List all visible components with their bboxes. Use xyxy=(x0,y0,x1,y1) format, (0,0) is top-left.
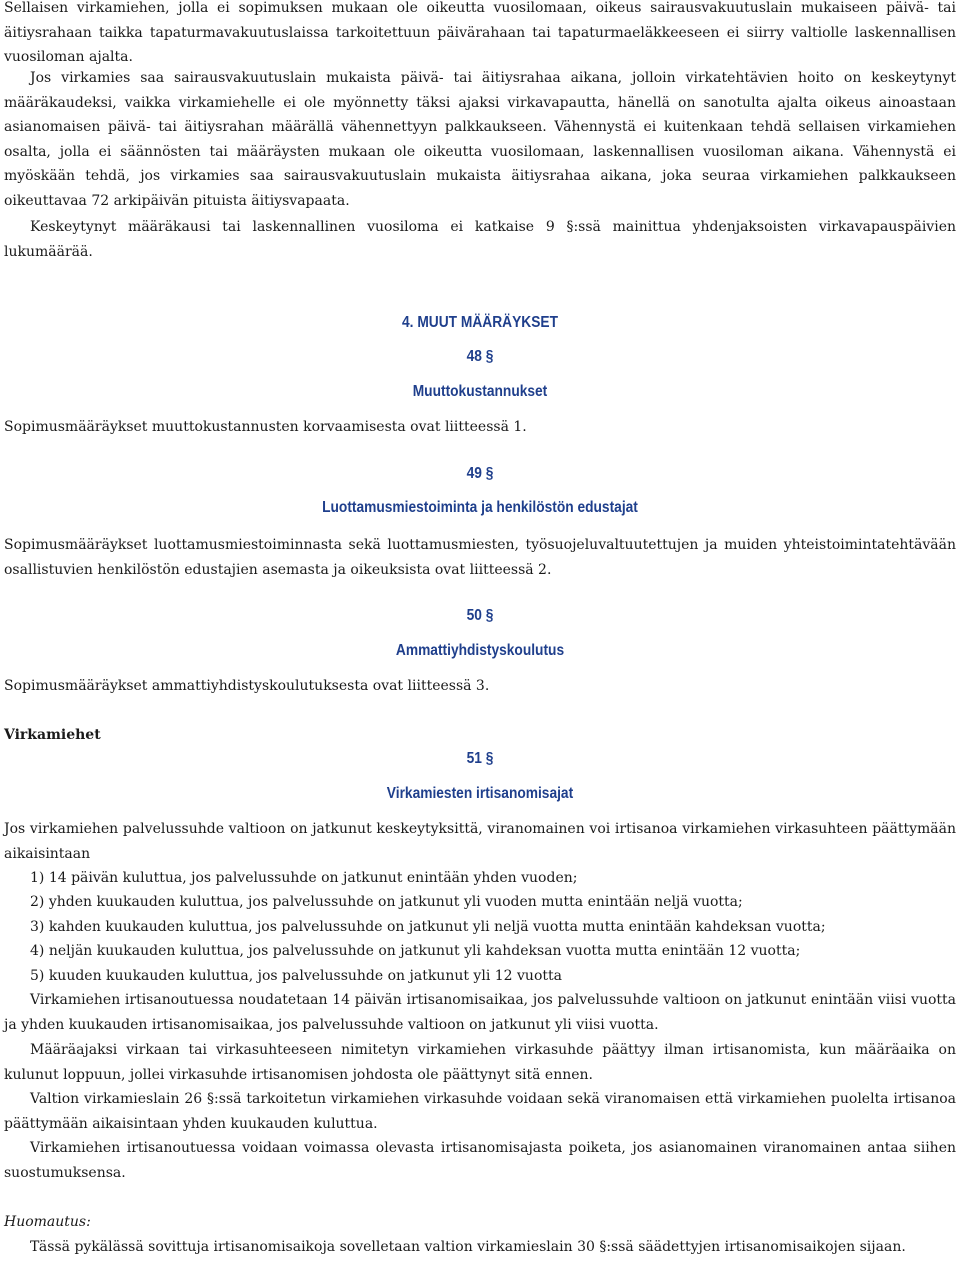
section-50-title: Ammattiyhdistyskoulutus xyxy=(395,642,565,659)
section-49-number: 49 § xyxy=(466,465,494,482)
section-49-title: Luottamusmiestoiminta ja henkilöstön edustajat xyxy=(322,499,638,516)
section-48-title: Muuttokustannukset xyxy=(412,383,548,400)
section-51-paragraph: Valtion virkamieslain 26 §:ssä tarkoitetun virkamiehen virkasuhde voidaan sekä viranomaisen että virkamiehen puolelta irtisanoa päättymään aikaisintaan yhden kuukauden kuluttua. xyxy=(4,1091,956,1132)
chapter-title: 4. MUUT MÄÄRÄYKSET xyxy=(402,314,558,331)
section-48-number: 48 § xyxy=(466,348,494,365)
intro-paragraph-3: Keskeytynyt määräkausi tai laskennallinen vuosiloma ei katkaise 9 §:ssä mainittua yhdenjaksoisten virkavapauspäivien lukumäärää. xyxy=(4,219,956,260)
intro-paragraph-1: Sellaisen virkamiehen, jolla ei sopimuksen mukaan ole oikeutta vuosilomaan, oikeus sairausvakuutuslain mukaiseen päivä- tai äitiysrahaan taikka tapaturmavakuutuslaissa tarkoitettuun päivärahaan tai tapaturmaeläkkeeseen ei siirry valtiolle laskennallisen vuosiloman ajalta. xyxy=(4,0,956,66)
group-heading: Virkamiehet xyxy=(4,727,101,743)
note-label: Huomautus: xyxy=(4,1214,91,1230)
list-item: 3) kahden kuukauden kuluttua, jos palvelussuhde on jatkunut yli neljä vuotta mutta enintään kahdeksan vuotta; xyxy=(30,919,826,935)
list-item: 1) 14 päivän kuluttua, jos palvelussuhde on jatkunut enintään yhden vuoden; xyxy=(30,870,578,886)
list-item: 4) neljän kuukauden kuluttua, jos palvelussuhde on jatkunut yli kahdeksan vuotta mutta enintään 12 vuotta; xyxy=(30,943,801,959)
section-50-number: 50 § xyxy=(466,607,494,624)
intro-paragraph-2: Jos virkamies saa sairausvakuutuslain mukaista päivä- tai äitiysrahaa aikana, jolloin virkatehtävien hoito on keskeytynyt määräkaudeksi, vaikka virkamiehelle ei ole myönnetty täksi ajaksi virkavapautta, hänellä on sanotulta ajalta oikeus ainoastaan asianomaisen päivä- tai äitiysrahan määrällä vähennettyyn palkkaukseen. Vähennystä ei kuitenkaan tehdä sellaisen virkamiehen osalta, jolla ei säännösten tai määräysten mukaan ole oikeutta vuosilomaan, laskennallisen vuosiloman aikana. Vähennystä ei myöskään tehdä, jos virkamies saa sairausvakuutuslain mukaista äitiysrahaa aikana, joka seuraa virkamiehen palkkaukseen oikeuttavaa 72 arkipäivän pituista äitiysvapaata. xyxy=(4,70,956,209)
section-48-text: Sopimusmääräykset muuttokustannusten korvaamisesta ovat liitteessä 1. xyxy=(4,419,527,435)
section-51-paragraph: Virkamiehen irtisanoutuessa noudatetaan 14 päivän irtisanomisaikaa, jos palvelussuhde valtioon on jatkunut enintään viisi vuotta ja yhden kuukauden irtisanomisaikaa, jos palvelussuhde valtioon on jatkunut yli viisi vuotta. xyxy=(4,992,956,1033)
section-51-number: 51 § xyxy=(466,750,494,767)
list-item: 2) yhden kuukauden kuluttua, jos palvelussuhde on jatkunut yli vuoden mutta enintään neljä vuotta; xyxy=(30,894,743,910)
section-49-text: Sopimusmääräykset luottamusmiestoiminnasta sekä luottamusmiesten, työsuojeluvaltuutettujen ja muiden yhteistoimintatehtävään osallistuvien henkilöstön edustajien asemasta ja oikeuksista ovat liitteessä 2. xyxy=(4,537,956,578)
section-51-paragraph: Virkamiehen irtisanoutuessa voidaan voimassa olevasta irtisanomisajasta poiketa, jos asianomainen viranomainen antaa siihen suostumuksensa. xyxy=(4,1140,956,1181)
section-51-lead: Jos virkamiehen palvelussuhde valtioon on jatkunut keskeytyksittä, viranomainen voi irtisanoa virkamiehen virkasuhteen päättymään aikaisintaan xyxy=(4,821,956,862)
section-50-text: Sopimusmääräykset ammattiyhdistyskoulutuksesta ovat liitteessä 3. xyxy=(4,678,490,694)
note-text: Tässä pykälässä sovittuja irtisanomisaikoja sovelletaan valtion virkamieslain 30 §:ssä säädettyjen irtisanomisaikojen sijaan. xyxy=(30,1239,906,1255)
list-item: 5) kuuden kuukauden kuluttua, jos palvelussuhde on jatkunut yli 12 vuotta xyxy=(30,968,562,984)
section-51-paragraph: Määräajaksi virkaan tai virkasuhteeseen nimitetyn virkamiehen virkasuhde päättyy ilman irtisanomista, kun määräaika on kulunut loppuun, jollei virkasuhde irtisanomisen johdosta ole päättynyt sitä ennen. xyxy=(4,1042,956,1083)
section-51-title: Virkamiesten irtisanomisajat xyxy=(386,785,574,802)
